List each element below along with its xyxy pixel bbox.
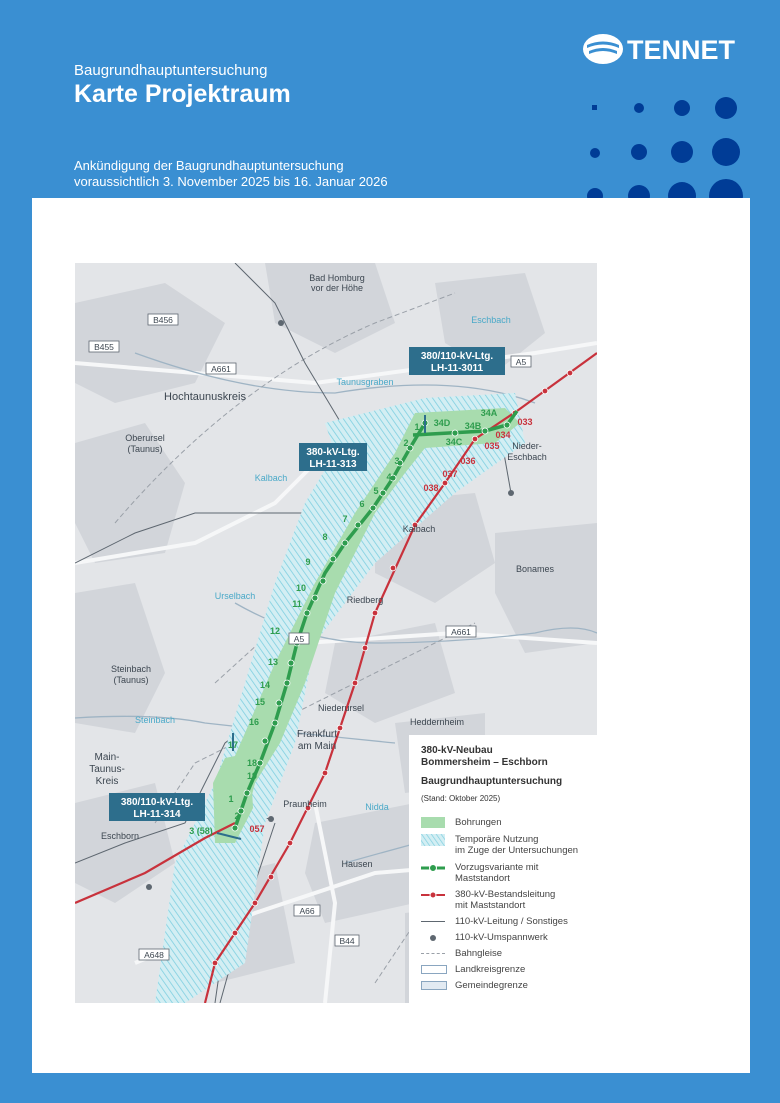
mast-label-34c: 34C	[445, 437, 463, 447]
mast-label-3: 3	[394, 456, 400, 466]
announcement-line-2: voraussichtlich 3. November 2025 bis 16. Januar 2026	[74, 174, 388, 189]
legend-swatch-drill	[421, 817, 445, 828]
legend-label-district: Landkreisgrenze	[455, 964, 526, 975]
line-box-313-id: LH-11-313	[309, 459, 357, 470]
place-main-taunus-kreis: Main-	[94, 752, 120, 763]
road-a648: A648	[144, 950, 164, 960]
mast-label-8: 8	[322, 532, 328, 542]
mast-label-034: 034	[495, 430, 511, 440]
line-box-313-title: 380-kV-Ltg.	[306, 447, 360, 458]
legend-label-rail: Bahngleise	[455, 948, 503, 959]
legend-swatch-municipality	[421, 981, 447, 990]
mast-label-2: 2	[403, 438, 409, 448]
tennet-wordmark: TENNET	[627, 35, 735, 65]
place-frankfurt-2: am Main	[297, 741, 337, 752]
mast-label-036: 036	[460, 456, 476, 466]
place-nieder-eschbach: Nieder-	[512, 441, 542, 451]
tennet-logo	[583, 30, 753, 68]
place-heddernheim: Heddernheim	[409, 717, 465, 727]
legend-label-temp-2: im Zuge der Untersuchungen	[455, 845, 579, 856]
mast-label-34a: 34A	[480, 408, 498, 418]
river-kalbach: Kalbach	[254, 473, 288, 483]
legend-swatch-rail	[421, 953, 445, 954]
page-title: Karte Projektraum	[74, 80, 291, 108]
place-bad-homburg-2: vor der Höhe	[310, 283, 364, 293]
mast-label-3-58: 3 (58)	[189, 826, 213, 836]
mast-label-037: 037	[442, 469, 458, 479]
mast-label-2b: 2	[234, 811, 240, 821]
legend-label-substation: 110-kV-Umspannwerk	[455, 932, 548, 943]
mast-label-14: 14	[259, 680, 271, 690]
legend-swatch-substation	[430, 935, 436, 941]
mast-label-7: 7	[342, 514, 348, 524]
legend-label-existing-2: mit Maststandort	[455, 900, 526, 911]
mast-label-15: 15	[254, 697, 266, 707]
place-frankfurt: Frankfurt	[296, 729, 338, 740]
road-b455: B455	[94, 342, 114, 352]
place-oberursel-2: (Taunus)	[127, 444, 163, 454]
legend-swatch-district	[421, 965, 447, 974]
mast-label-1b: 1	[228, 794, 234, 804]
road-a5-north: A5	[515, 357, 527, 367]
mast-label-17: 17	[227, 740, 239, 750]
mast-label-057: 057	[249, 824, 265, 834]
legend-label-drill: Bohrungen	[455, 817, 502, 828]
place-hausen: Hausen	[341, 859, 373, 869]
mast-label-11: 11	[292, 599, 302, 609]
mast-label-035: 035	[484, 441, 500, 451]
place-main-taunus-kreis-2: Taunus-	[89, 764, 125, 775]
river-urselbach: Urselbach	[214, 591, 256, 601]
place-niederursel: Niederursel	[317, 703, 365, 713]
mast-label-4: 4	[386, 472, 392, 482]
road-b456: B456	[153, 315, 173, 325]
map-legend	[409, 735, 597, 1003]
mast-label-1: 1	[414, 422, 420, 432]
legend-swatch-hatch	[421, 834, 445, 846]
place-steinbach: Steinbach	[110, 664, 152, 674]
mast-label-34d: 34D	[433, 418, 451, 428]
place-oberursel: Oberursel	[125, 433, 165, 443]
mast-label-038: 038	[423, 483, 439, 493]
place-nieder-eschbach-2: Eschbach	[507, 452, 547, 462]
legend-label-variant-2: Maststandort	[455, 873, 510, 884]
mast-label-12: 12	[269, 626, 281, 636]
place-steinbach-2: (Taunus)	[113, 675, 149, 685]
line-box-314-title: 380/110-kV-Ltg.	[120, 797, 194, 808]
road-a66: A66	[299, 906, 315, 916]
legend-title-1: 380-kV-Neubau	[421, 745, 493, 756]
legend-label-existing-1: 380-kV-Bestandsleitung	[455, 889, 556, 900]
legend-swatch-110kv	[421, 921, 445, 922]
mast-label-13: 13	[267, 657, 279, 667]
legend-label-variant-1: Vorzugsvariante mit	[455, 862, 539, 873]
place-main-taunus-kreis-3: Kreis	[95, 776, 119, 787]
road-a661-north: A661	[211, 364, 231, 374]
mast-label-18: 18	[246, 758, 258, 768]
place-bonames: Bonames	[515, 564, 555, 574]
river-nidda: Nidda	[365, 802, 389, 812]
header-subtitle: Baugrundhauptuntersuchung	[74, 62, 268, 79]
river-steinbach: Steinbach	[134, 715, 176, 725]
legend-label-110kv: 110-kV-Leitung / Sonstiges	[455, 916, 568, 927]
mast-label-16: 16	[248, 717, 260, 727]
legend-label-temp-1: Temporäre Nutzung	[455, 834, 539, 845]
place-riedberg: Riedberg	[346, 595, 384, 605]
mast-label-19: 19	[246, 771, 258, 781]
legend-swatch-existing	[421, 890, 445, 900]
mast-label-34b: 34B	[464, 421, 482, 431]
mast-label-033: 033	[517, 417, 533, 427]
legend-stand: (Stand: Oktober 2025)	[421, 794, 501, 803]
place-bad-homburg: Bad Homburg	[309, 273, 365, 283]
mast-label-5: 5	[373, 486, 379, 496]
announcement	[74, 158, 388, 190]
legend-swatch-variant	[421, 863, 445, 873]
line-box-3011-title: 380/110-kV-Ltg.	[420, 351, 494, 362]
announcement-line-1: Ankündigung der Baugrundhauptuntersuchung	[74, 158, 344, 173]
place-kalbach: Kalbach	[402, 524, 436, 534]
river-eschbach: Eschbach	[471, 315, 511, 325]
road-a5-south: A5	[293, 634, 305, 644]
place-hochtaunuskreis: Hochtaunuskreis	[164, 391, 246, 403]
place-praunheim: Praunheim	[283, 799, 327, 809]
legend-label-municipality: Gemeindegrenze	[455, 980, 528, 991]
legend-subtitle: Baugrundhauptuntersuchung	[421, 776, 563, 787]
mast-label-6: 6	[359, 499, 365, 509]
mast-label-10: 10	[295, 583, 307, 593]
road-a661-south: A661	[451, 627, 471, 637]
river-taunusgraben: Taunusgraben	[336, 377, 394, 387]
line-box-3011-id: LH-11-3011	[430, 363, 484, 374]
road-b44: B44	[339, 936, 355, 946]
tennet-logo-icon	[583, 34, 623, 64]
mast-label-9: 9	[305, 557, 311, 567]
line-box-314-id: LH-11-314	[133, 809, 181, 820]
place-eschborn: Eschborn	[100, 831, 140, 841]
legend-title-2: Bommersheim – Eschborn	[421, 757, 548, 768]
